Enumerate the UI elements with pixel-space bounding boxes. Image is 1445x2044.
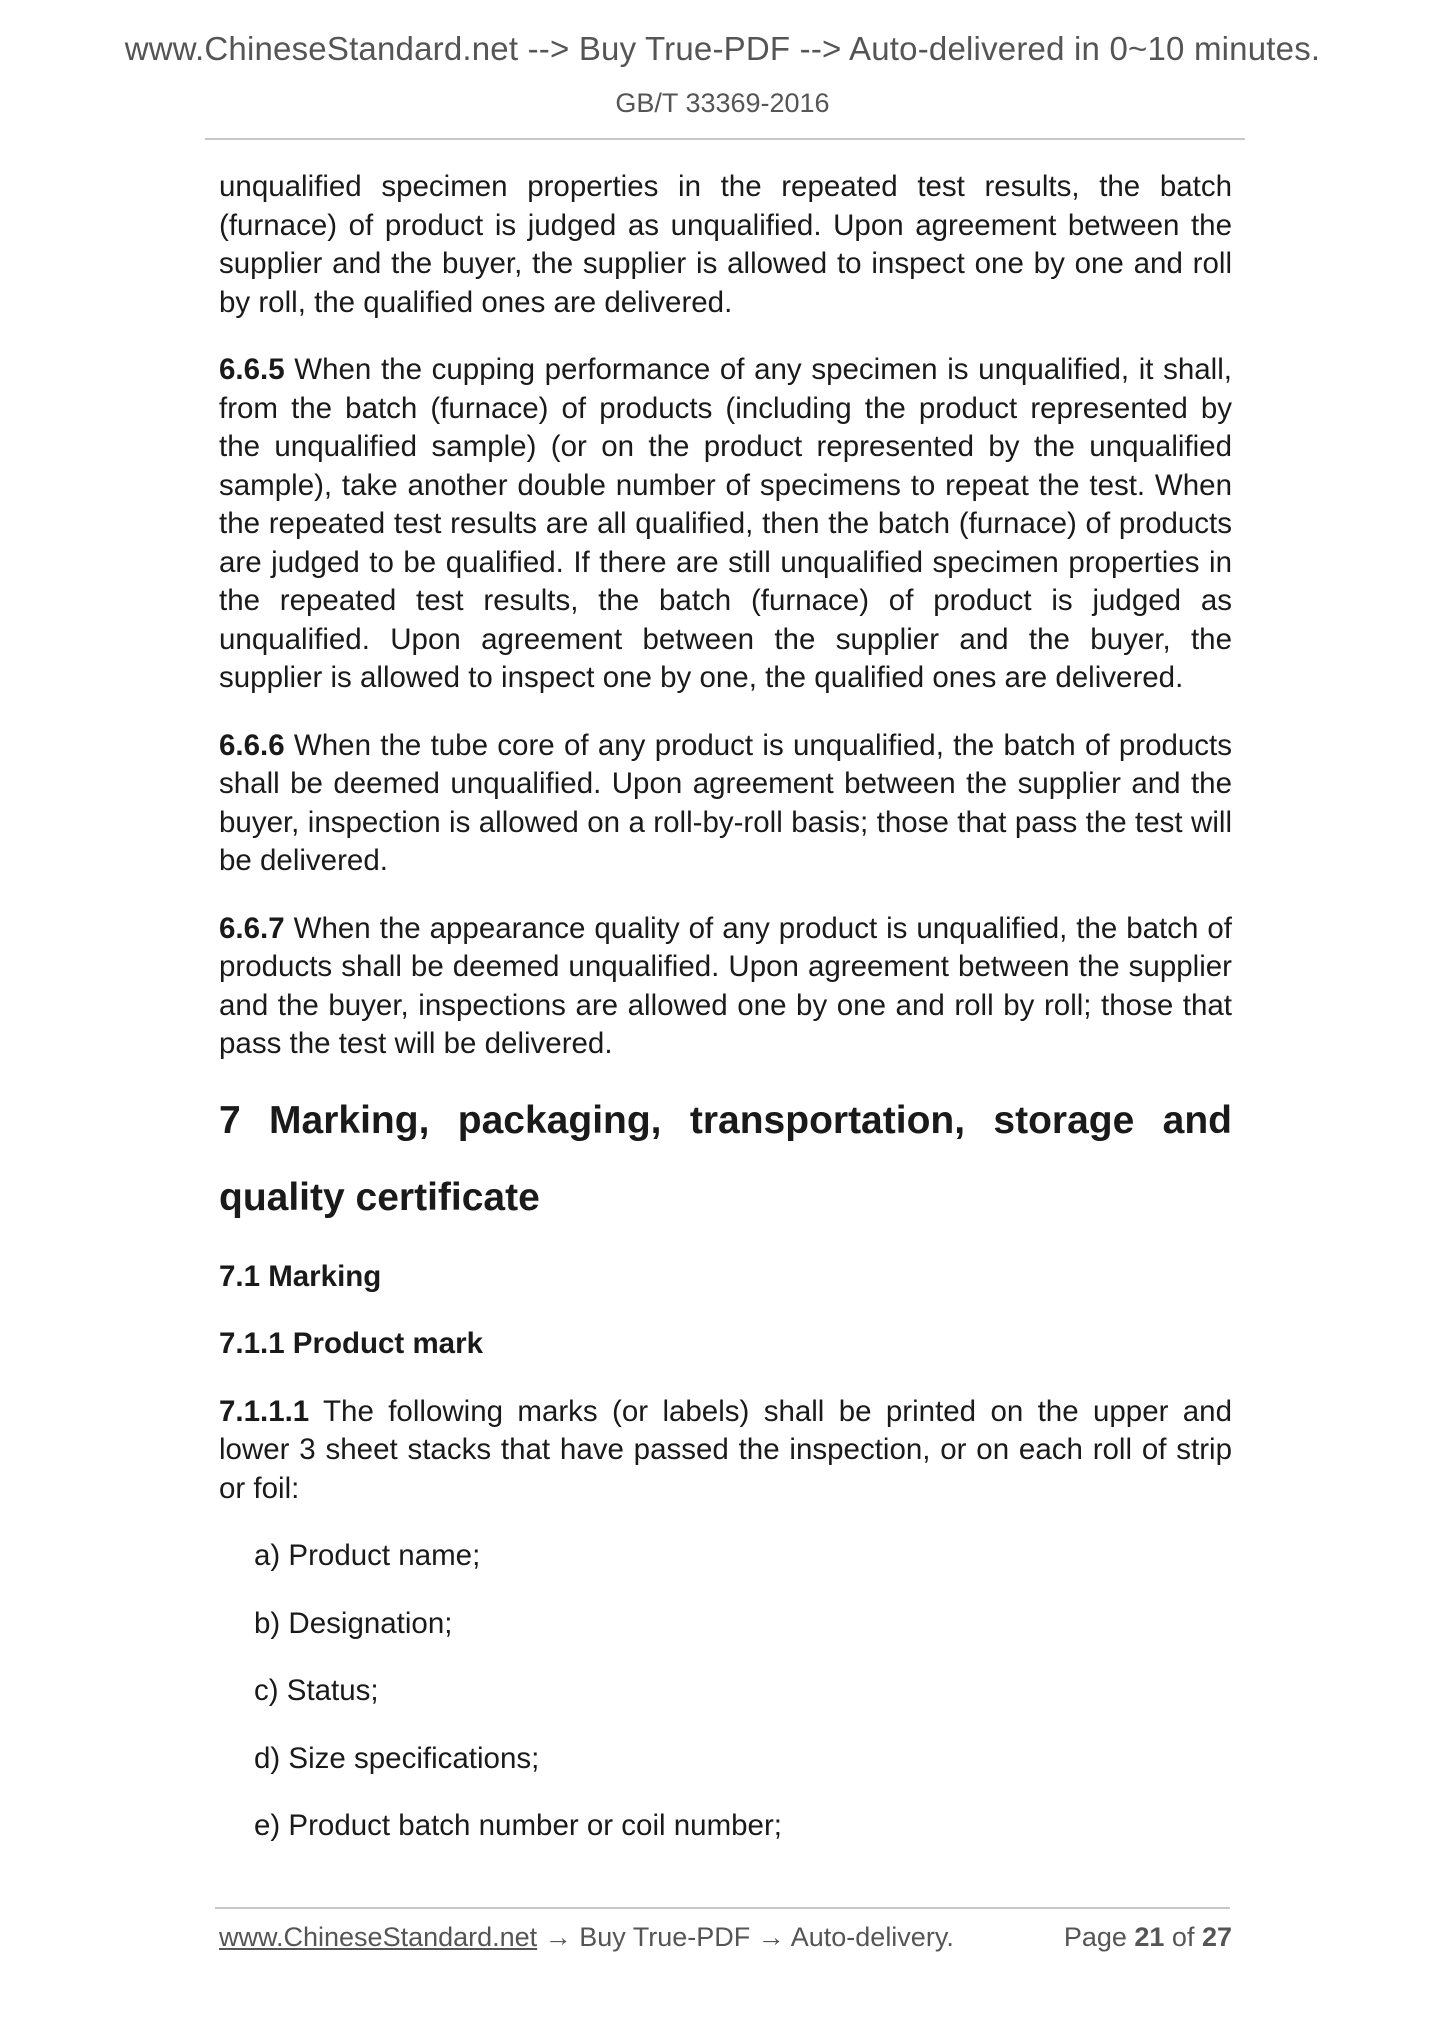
paragraph-continued <box>219 168 1232 322</box>
clause-number: 6.6.5 <box>219 353 285 386</box>
clause-text: When the cupping performance of any specimen is unqualified, it shall, from the batch (furnace) of products (including the product represented by the unqualified sample) (or on the product represented by the unqualified sample), take another double number of specimens to repeat the test. When the repeated test results are all qualified, then the batch (furnace) of products are judged to be qualified. If there are still unqualified specimen properties in the repeated test results, the batch (furnace) of product is judged as unqualified. Upon agreement between the supplier and the buyer, the supplier is allowed to inspect one by one, the qualified ones are delivered. <box>219 353 1232 694</box>
current-page: 21 <box>1134 1922 1165 1952</box>
clause-7-1-1-1 <box>219 1393 1232 1509</box>
site-link[interactable]: www.ChineseStandard.net <box>219 1922 538 1952</box>
subsection-heading: 7.1 Marking <box>219 1259 382 1293</box>
clause-text: The following marks (or labels) shall be printed on the upper and lower 3 sheet stacks that have passed the inspection, or on each roll of strip or foil: <box>219 1394 1232 1505</box>
clause-6-6-5 <box>219 351 1232 698</box>
subsubsection-heading: 7.1.1 Product mark <box>219 1327 483 1360</box>
mark-list <box>219 1537 1232 1846</box>
page-word: Page <box>1063 1922 1135 1952</box>
page-body <box>219 168 1232 1875</box>
header-divider <box>205 138 1245 140</box>
clause-number: 6.6.7 <box>219 911 285 945</box>
footer-divider <box>215 1907 1230 1909</box>
clause-number: 7.1.1.1 <box>219 1394 310 1428</box>
list-item: b) Designation; <box>254 1606 453 1640</box>
clause-6-6-6 <box>219 727 1232 881</box>
section-heading: 7 Marking, packaging, transportation, storage and quality certificate <box>219 1098 1232 1219</box>
standard-number: GB/T 33369-2016 <box>615 88 830 118</box>
of-word: of <box>1164 1922 1202 1952</box>
list-item: d) Size specifications; <box>254 1741 540 1775</box>
clause-text: When the appearance quality of any product is unqualified, the batch of products shall be deemed unqualified. Upon agreement between the supplier and the buyer, inspections are allowed one by one and roll by roll; those that pass the test will be delivered. <box>219 911 1232 1060</box>
list-item: a) Product name; <box>254 1539 481 1572</box>
footer-tagline: → Buy True-PDF → Auto-delivery. <box>537 1922 954 1952</box>
list-item: e) Product batch number or coil number; <box>254 1809 782 1842</box>
clause-number: 6.6.6 <box>219 728 285 762</box>
page-footer <box>219 1922 1232 1962</box>
header-banner: www.ChineseStandard.net --> Buy True-PDF --> Auto-delivered in 0~10 minutes. <box>124 30 1321 67</box>
list-item: c) Status; <box>254 1674 379 1707</box>
footer-left <box>219 1922 954 1953</box>
clause-6-6-7 <box>219 910 1232 1064</box>
clause-text: When the tube core of any product is unqualified, the batch of products shall be deemed unqualified. Upon agreement between the supplier and the buyer, inspection is allowed on a roll-by-roll basis; those that pass the test will be delivered. <box>219 728 1232 877</box>
total-pages: 27 <box>1201 1922 1232 1952</box>
page-indicator <box>1064 1922 1232 1953</box>
paragraph-text: unqualified specimen properties in the repeated test results, the batch (furnace) of product is judged as unqualified. Upon agreement between the supplier and the buyer, the supplier is allowed to inspect one by one and roll by roll, the qualified ones are delivered. <box>219 170 1232 319</box>
